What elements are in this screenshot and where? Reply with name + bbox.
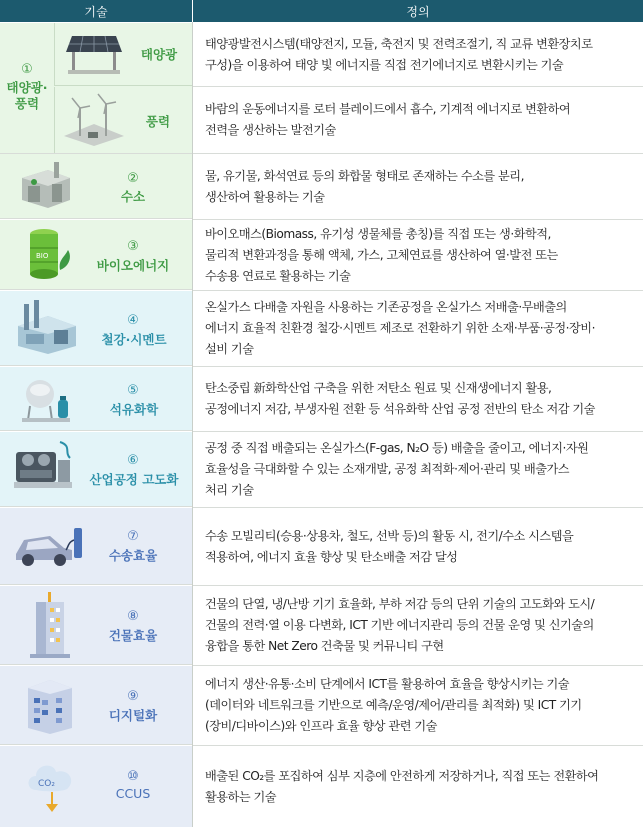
definition-ccus: 배출된 CO₂를 포집하여 심부 지층에 안전하게 저장하거나, 직접 또는 전환하여 활용하는 기술: [205, 768, 599, 804]
wind-turbine-icon: [62, 92, 126, 146]
digital-building-icon: [22, 672, 78, 736]
definition-building: 건물의 단열, 냉/난방 기기 효율화, 부하 저감 등의 단위 기술의 고도화와 도시/ 건물의 전력·열 이용 다변화, ICT 기반 에너지관리 등의 건물 운영 및 신기술의 융합을 통한 Net Zero 건축물 및 커뮤니티 구현: [193, 586, 643, 666]
bio-barrel-text: BIO: [36, 252, 49, 260]
row-number: ①: [21, 62, 33, 77]
definition-transport: 수송 모빌리티(승용·상용차, 철도, 선박 등)의 활동 시, 전기/수소 시스템을 적용하여, 에너지 효율 향상 및 탄소배출 저감 달성: [193, 508, 643, 586]
building-label: 건물효율: [108, 628, 158, 643]
header-tech: 기술: [0, 0, 192, 22]
definition-hydrogen: 물, 유기물, 화석연료 등의 화합물 형태로 존재하는 수소를 분리, 생산하여 활용하는 기술: [193, 154, 643, 220]
steel-cement-label: 철강·시멘트: [101, 332, 167, 347]
solar-label: 태양광: [140, 47, 178, 62]
bio-label: 바이오에너지: [96, 258, 170, 273]
transport-label: 수송효율: [108, 548, 158, 563]
definition-petro: 탄소중립 新화학산업 구축을 위한 저탄소 원료 및 신재생에너지 활용, 공정에너지 저감, 부생자원 전환 등 석유화학 산업 공정 전반의 탄소 저감 기술: [193, 367, 643, 432]
definition-industry: 공정 중 직접 배출되는 온실가스(F-gas, N₂O 등) 배출을 줄이고, 에너지·자원 효율성을 극대화할 수 있는 소재개발, 공정 최적화·제어·관리 및 배출가스 처리 기술: [193, 432, 643, 508]
building-icon: [28, 590, 72, 660]
hydrogen-label: 수소: [120, 189, 146, 204]
definition-digital: 에너지 생산·유통·소비 단계에서 ICT를 활용하여 효율을 향상시키는 기술 (데이터와 네트워크를 기반으로 예측/운영/제어/관리를 최적화) 및 ICT 기기 (장비/디바이스)와 인프라 효율 향상 관련 기술: [193, 666, 643, 746]
co2-cloud-text: CO₂: [38, 779, 55, 789]
definition-bio: 바이오매스(Biomass, 유기성 생물체를 총칭)를 직접 또는 생·화학적, 물리적 변환과정을 통해 액체, 가스, 고체연료를 생산하여 열·발전 또는 수송용 연료로 활용하는 기술: [193, 220, 643, 291]
row-number: ⑤: [127, 383, 139, 398]
row-number: ⑨: [127, 689, 139, 704]
row-number: ⑥: [127, 453, 139, 468]
electric-car-icon: [10, 520, 84, 572]
ccus-label: CCUS: [115, 786, 151, 801]
industrial-process-label: 산업공정 고도화: [89, 472, 179, 487]
row-number: ④: [127, 313, 139, 328]
digitalization-label: 디지털화: [108, 708, 158, 723]
petrochemical-label: 석유화학: [109, 402, 159, 417]
definition-solar: 태양광발전시스템(태양전지, 모듈, 축전지 및 전력조절기, 직 교류 변환장치로 구성)을 이용하여 태양 빛 에너지를 직접 전기에너지로 변환시키는 기술: [193, 23, 643, 87]
group-label-solar-wind: 태양광· 풍력: [6, 80, 48, 111]
row-number: ③: [127, 239, 139, 254]
row-number: ②: [127, 171, 139, 186]
bio-barrel-icon: [24, 226, 74, 282]
hydrogen-plant-icon: [18, 160, 74, 210]
petrochemical-tank-icon: [18, 370, 74, 426]
industrial-process-icon: [12, 438, 74, 496]
solar-panel-icon: [64, 30, 124, 78]
header-definition: 정의: [193, 0, 643, 22]
co2-cloud-icon: [24, 752, 80, 816]
row-number: ⑩: [127, 769, 139, 784]
row-number: ⑦: [127, 529, 139, 544]
wind-label: 풍력: [145, 114, 171, 129]
row-number: ⑧: [127, 609, 139, 624]
definition-wind: 바람의 운동에너지를 로터 블레이드에서 흡수, 기계적 에너지로 변환하여 전력을 생산하는 발전기술: [193, 87, 643, 154]
definition-steel: 온실가스 다배출 자원을 사용하는 기존공정을 온실가스 저배출·무배출의 에너지 효율적 친환경 철강·시멘트 제조로 전환하기 위한 소재·부품·공정·장비· 설비 기술: [193, 291, 643, 367]
steel-factory-icon: [14, 296, 80, 356]
